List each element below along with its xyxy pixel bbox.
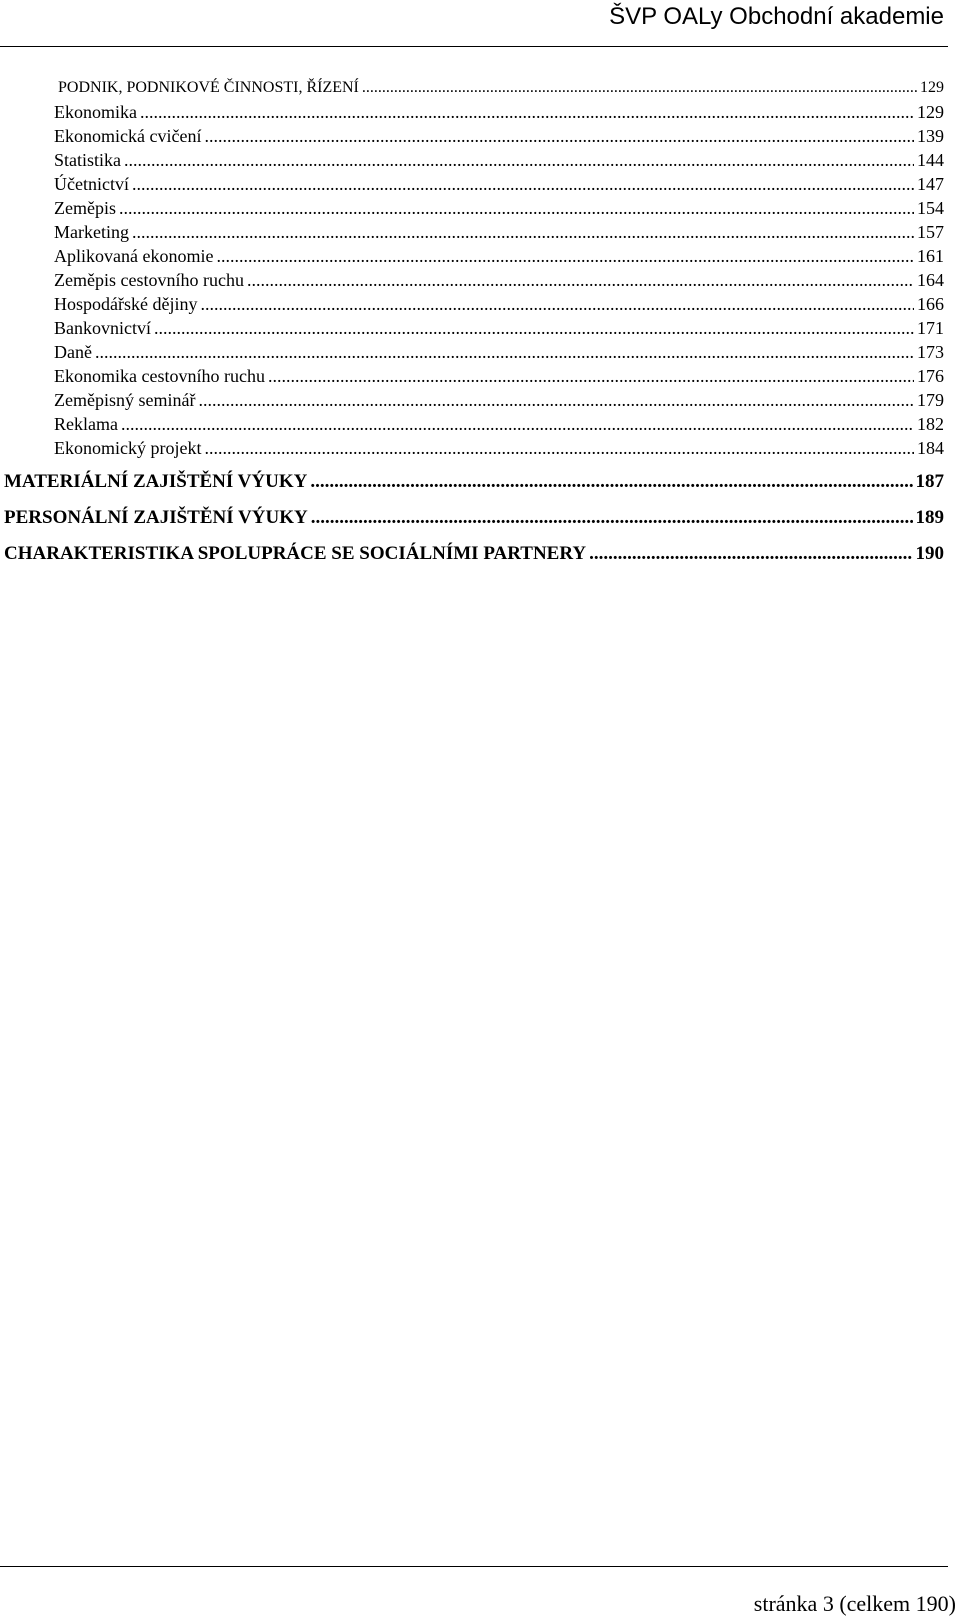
toc-entry-label: Hospodářské dějiny: [54, 294, 198, 314]
toc-leader: [200, 292, 914, 316]
toc-page-number: 164: [917, 270, 944, 290]
toc-leader: [247, 268, 914, 292]
toc-entry-label: Zeměpis: [54, 198, 116, 218]
toc-entry[interactable]: [0, 268, 944, 292]
toc-entry-label: Ekonomika cestovního ruchu: [54, 366, 265, 386]
toc-leader: [95, 340, 914, 364]
toc-leader: [589, 536, 912, 572]
toc-leader: [204, 436, 914, 460]
toc-leader: [140, 100, 914, 124]
toc-entry[interactable]: [0, 124, 944, 148]
toc-page-number: 190: [915, 543, 944, 564]
toc-page-number: 129: [920, 79, 944, 96]
toc-entry-label: Ekonomický projekt: [54, 438, 202, 458]
toc-page-number: 182: [917, 414, 944, 434]
toc-entry-label: Daně: [54, 342, 92, 362]
toc-entry-label: MATERIÁLNÍ ZAJIŠTĚNÍ VÝUKY: [4, 471, 308, 492]
toc-leader: [132, 172, 914, 196]
toc-leader: [310, 464, 912, 500]
toc-entry[interactable]: [0, 316, 944, 340]
toc-chapter-entry[interactable]: [0, 464, 944, 500]
toc-entry[interactable]: [0, 100, 944, 124]
toc-entry[interactable]: [0, 412, 944, 436]
toc-entry[interactable]: [0, 364, 944, 388]
toc-leader: [121, 412, 914, 436]
toc-entry[interactable]: [0, 436, 944, 460]
toc-page-number: 176: [917, 366, 944, 386]
toc-section-label: PODNIK, PODNIKOVÉ ČINNOSTI, ŘÍZENÍ: [58, 79, 359, 96]
toc-page-number: 173: [917, 342, 944, 362]
toc-entry-label: Marketing: [54, 222, 129, 242]
toc-page-number: 144: [917, 150, 944, 170]
toc-entry[interactable]: [0, 244, 944, 268]
toc-entry-label: Statistika: [54, 150, 121, 170]
toc-entry-label: Bankovnictví: [54, 318, 151, 338]
toc-entry-label: Zeměpisný seminář: [54, 390, 196, 410]
toc-entry[interactable]: [0, 172, 944, 196]
page-header: [0, 0, 948, 47]
toc-entry[interactable]: [0, 340, 944, 364]
toc-leader: [268, 364, 914, 388]
footer-rule: [0, 1566, 948, 1567]
toc-entry[interactable]: [0, 388, 944, 412]
toc-leader: [198, 388, 914, 412]
toc-entry-label: Ekonomika: [54, 102, 137, 122]
toc-page-number: 171: [917, 318, 944, 338]
toc-page-number: 179: [917, 390, 944, 410]
toc-chapter-entry[interactable]: [0, 500, 944, 536]
toc-leader: [154, 316, 914, 340]
toc-leader: [311, 500, 913, 536]
toc-entry-label: CHARAKTERISTIKA SPOLUPRÁCE SE SOCIÁLNÍMI PARTNERY: [4, 543, 587, 564]
toc-entry[interactable]: [0, 220, 944, 244]
toc-page-number: 184: [917, 438, 944, 458]
toc-entry[interactable]: [0, 292, 944, 316]
toc-leader: [132, 220, 914, 244]
toc-entry-label: Zeměpis cestovního ruchu: [54, 270, 244, 290]
toc-entry-label: Ekonomická cvičení: [54, 126, 202, 146]
toc-page-number: 189: [915, 507, 944, 528]
toc-page-number: 154: [917, 198, 944, 218]
toc-page-number: 166: [917, 294, 944, 314]
toc-entry-label: Účetnictví: [54, 174, 129, 194]
toc-chapter-entry[interactable]: [0, 536, 944, 572]
toc-page-number: 161: [917, 246, 944, 266]
toc-page-number: 187: [915, 471, 944, 492]
toc-entry[interactable]: [0, 196, 944, 220]
table-of-contents: [0, 76, 944, 572]
toc-entry-label: PERSONÁLNÍ ZAJIŠTĚNÍ VÝUKY: [4, 507, 308, 528]
toc-page-number: 129: [917, 102, 944, 122]
toc-leader: [124, 148, 914, 172]
page-number-footer: stránka 3 (celkem 190): [753, 1591, 956, 1616]
toc-entry-label: Aplikovaná ekonomie: [54, 246, 214, 266]
toc-leader: [204, 124, 914, 148]
toc-leader: [362, 76, 917, 100]
toc-entry[interactable]: [0, 148, 944, 172]
toc-entry-label: Reklama: [54, 414, 118, 434]
toc-page-number: 147: [917, 174, 944, 194]
header-title: ŠVP OALy Obchodní akademie: [609, 3, 944, 30]
toc-section-heading[interactable]: [0, 76, 944, 100]
toc-page-number: 157: [917, 222, 944, 242]
toc-page-number: 139: [917, 126, 944, 146]
toc-leader: [216, 244, 914, 268]
toc-leader: [119, 196, 914, 220]
